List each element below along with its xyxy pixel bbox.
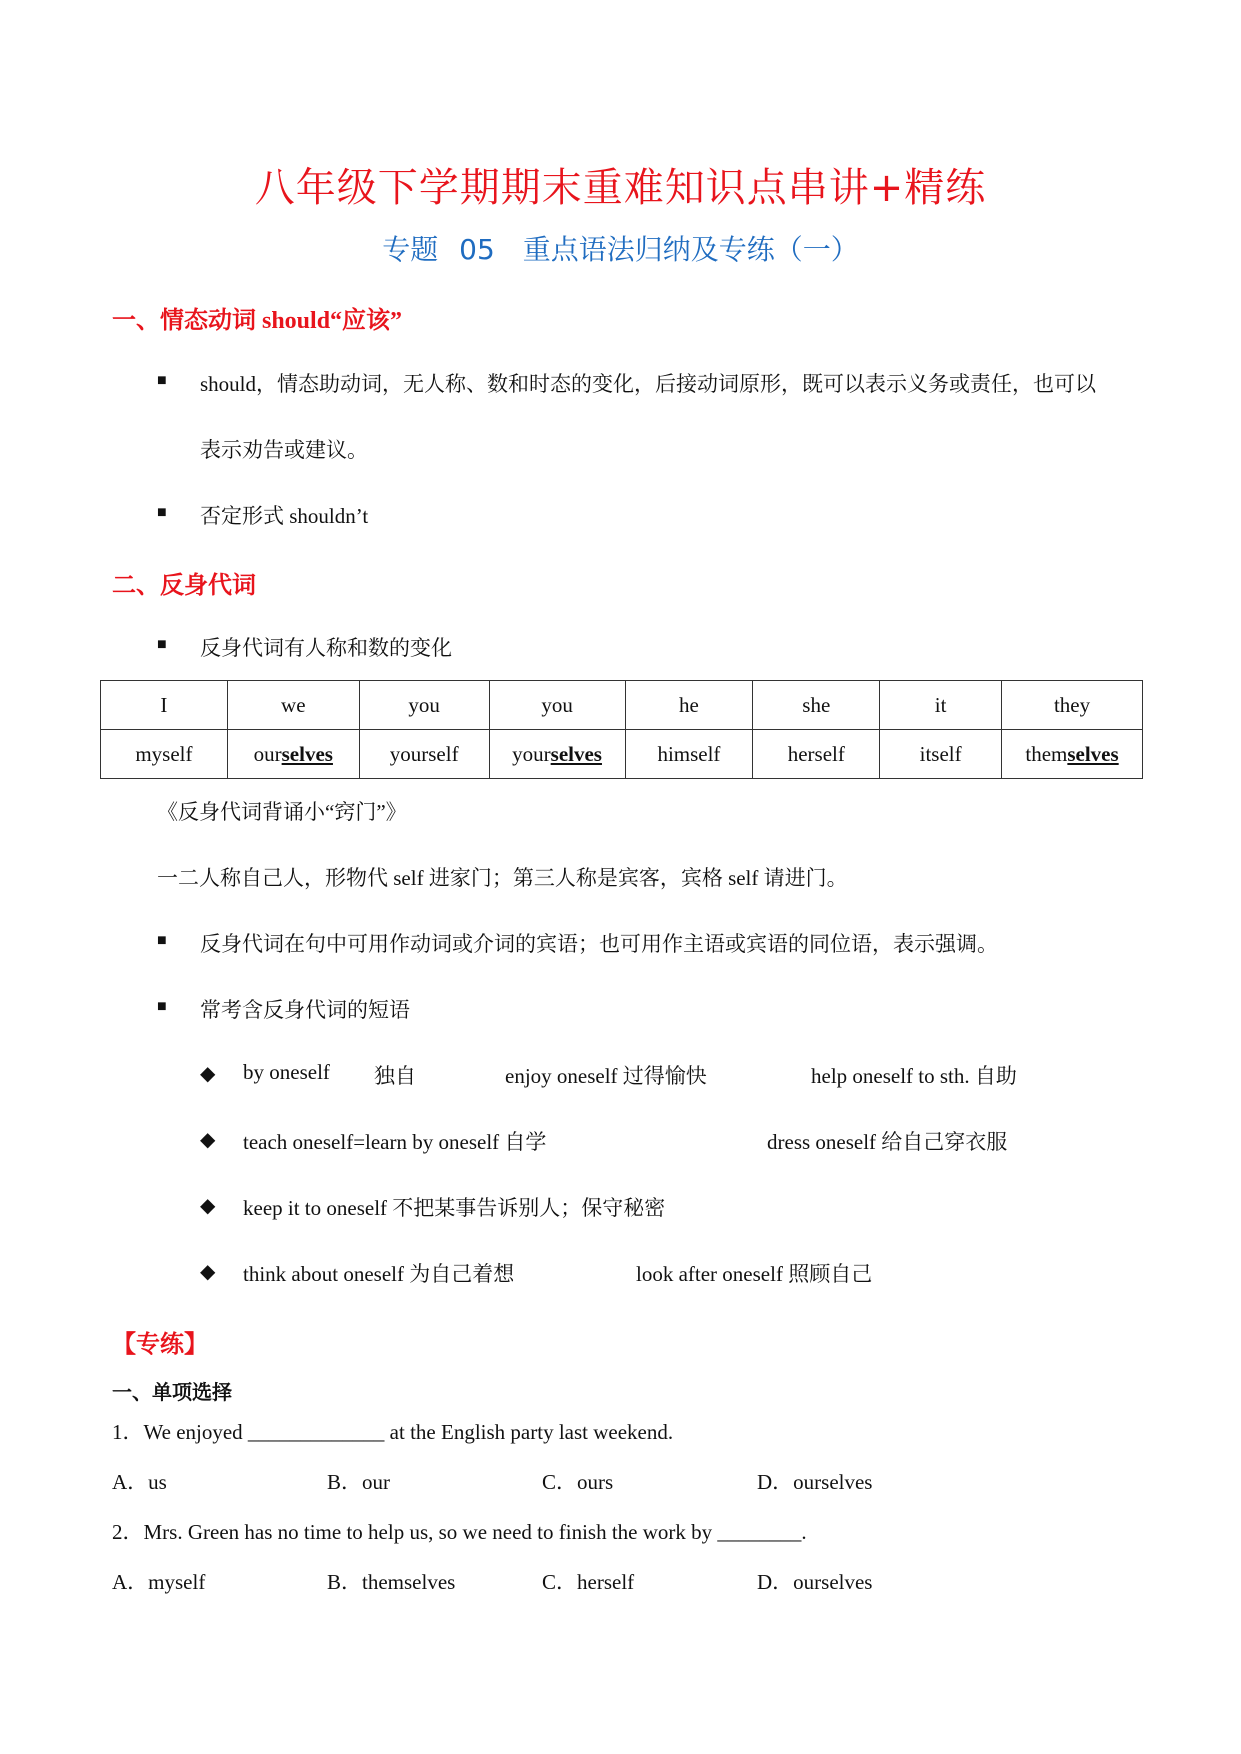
phrase-think-about-oneself: think about oneself 为自己着想 bbox=[243, 1262, 515, 1286]
pronoun-stem: myself bbox=[135, 741, 193, 766]
section1-heading: 一、情态动词 should“应该” bbox=[112, 308, 403, 334]
table-cell: she bbox=[753, 681, 880, 730]
table-cell: we bbox=[227, 681, 359, 730]
table-cell: they bbox=[1002, 681, 1143, 730]
question-1-option-b[interactable]: B．our bbox=[327, 1470, 390, 1494]
section2-heading: 二、反身代词 bbox=[112, 573, 256, 599]
diamond-bullet-icon: ◆ bbox=[200, 1261, 216, 1283]
table-cell bbox=[880, 730, 1002, 779]
practice-heading: 【专练】 bbox=[112, 1332, 208, 1358]
pronoun-stem: your bbox=[512, 741, 551, 766]
table-cell bbox=[625, 730, 753, 779]
question-2-option-d[interactable]: D．ourselves bbox=[757, 1570, 873, 1594]
table-cell bbox=[1002, 730, 1143, 779]
question-1-option-d[interactable]: D．ourselves bbox=[757, 1470, 873, 1494]
table-cell bbox=[101, 730, 228, 779]
table-cell: you bbox=[359, 681, 489, 730]
question-1-stem: 1．We enjoyed _____________ at the English party last weekend. bbox=[112, 1420, 674, 1444]
square-bullet-icon: ■ bbox=[157, 636, 167, 653]
table-row bbox=[101, 730, 1143, 779]
table-cell bbox=[359, 730, 489, 779]
section2-bullet2: 反身代词在句中可用作动词或介词的宾语；也可用作主语或宾语的同位语，表示强调。 bbox=[200, 932, 998, 956]
reflexive-pronoun-table bbox=[100, 680, 1143, 779]
question-2-option-c[interactable]: C．herself bbox=[542, 1570, 635, 1594]
question-2-option-a[interactable]: A．myself bbox=[112, 1570, 206, 1594]
phrase-by-oneself-meaning: 独自 bbox=[374, 1064, 416, 1088]
table-cell: you bbox=[489, 681, 625, 730]
section1-bullet2: 否定形式 shouldn’t bbox=[200, 504, 369, 528]
square-bullet-icon: ■ bbox=[157, 504, 167, 521]
table-cell bbox=[227, 730, 359, 779]
mnemonic-title: 《反身代词背诵小“窍门”》 bbox=[157, 800, 407, 824]
table-cell bbox=[753, 730, 880, 779]
pronoun-suffix: selves bbox=[281, 741, 333, 766]
diamond-bullet-icon: ◆ bbox=[200, 1063, 216, 1085]
square-bullet-icon: ■ bbox=[157, 932, 167, 949]
phrase-dress-oneself: dress oneself 给自己穿衣服 bbox=[767, 1130, 1008, 1154]
table-cell: I bbox=[101, 681, 228, 730]
pronoun-stem: yourself bbox=[389, 741, 459, 766]
pronoun-stem: our bbox=[253, 741, 282, 766]
table-cell: he bbox=[625, 681, 753, 730]
table-cell bbox=[489, 730, 625, 779]
diamond-bullet-icon: ◆ bbox=[200, 1129, 216, 1151]
phrase-teach-oneself: teach oneself=learn by oneself 自学 bbox=[243, 1130, 547, 1154]
square-bullet-icon: ■ bbox=[157, 372, 167, 389]
phrase-help-oneself: help oneself to sth. 自助 bbox=[811, 1064, 1017, 1088]
question-2-option-b[interactable]: B．themselves bbox=[327, 1570, 456, 1594]
phrase-by-oneself: by oneself bbox=[243, 1060, 330, 1084]
table-cell: it bbox=[880, 681, 1002, 730]
pronoun-stem: herself bbox=[787, 741, 845, 766]
phrase-keep-it-to-oneself: keep it to oneself 不把某事告诉别人；保守秘密 bbox=[243, 1196, 666, 1220]
question-1-option-c[interactable]: C．ours bbox=[542, 1470, 614, 1494]
question-2-stem: 2．Mrs. Green has no time to help us, so we need to finish the work by ________. bbox=[112, 1520, 807, 1544]
section1-bullet1-line1: should，情态助动词，无人称、数和时态的变化，后接动词原形，既可以表示义务或责任，也可以 bbox=[200, 372, 1097, 396]
question-1-option-a[interactable]: A．us bbox=[112, 1470, 167, 1494]
section2-bullet3: 常考含反身代词的短语 bbox=[200, 998, 410, 1022]
square-bullet-icon: ■ bbox=[157, 998, 167, 1015]
phrase-enjoy-oneself: enjoy oneself 过得愉快 bbox=[505, 1064, 707, 1088]
page-subtitle: 专题 05 重点语法归纳及专练（一） bbox=[382, 233, 859, 266]
phrase-look-after-oneself: look after oneself 照顾自己 bbox=[636, 1262, 873, 1286]
pronoun-stem: them bbox=[1025, 741, 1068, 766]
mnemonic-text: 一二人称自己人，形物代 self 进家门；第三人称是宾客，宾格 self 请进门。 bbox=[157, 866, 848, 890]
section1-bullet1-line2: 表示劝告或建议。 bbox=[200, 438, 368, 462]
page-title: 八年级下学期期末重难知识点串讲+精练 bbox=[254, 165, 987, 211]
pronoun-stem: itself bbox=[919, 741, 962, 766]
practice-subheading: 一、单项选择 bbox=[112, 1382, 232, 1404]
table-row bbox=[101, 681, 1143, 730]
pronoun-stem: himself bbox=[657, 741, 721, 766]
diamond-bullet-icon: ◆ bbox=[200, 1195, 216, 1217]
pronoun-suffix: selves bbox=[1067, 741, 1119, 766]
pronoun-suffix: selves bbox=[550, 741, 602, 766]
section2-bullet1: 反身代词有人称和数的变化 bbox=[200, 636, 452, 660]
